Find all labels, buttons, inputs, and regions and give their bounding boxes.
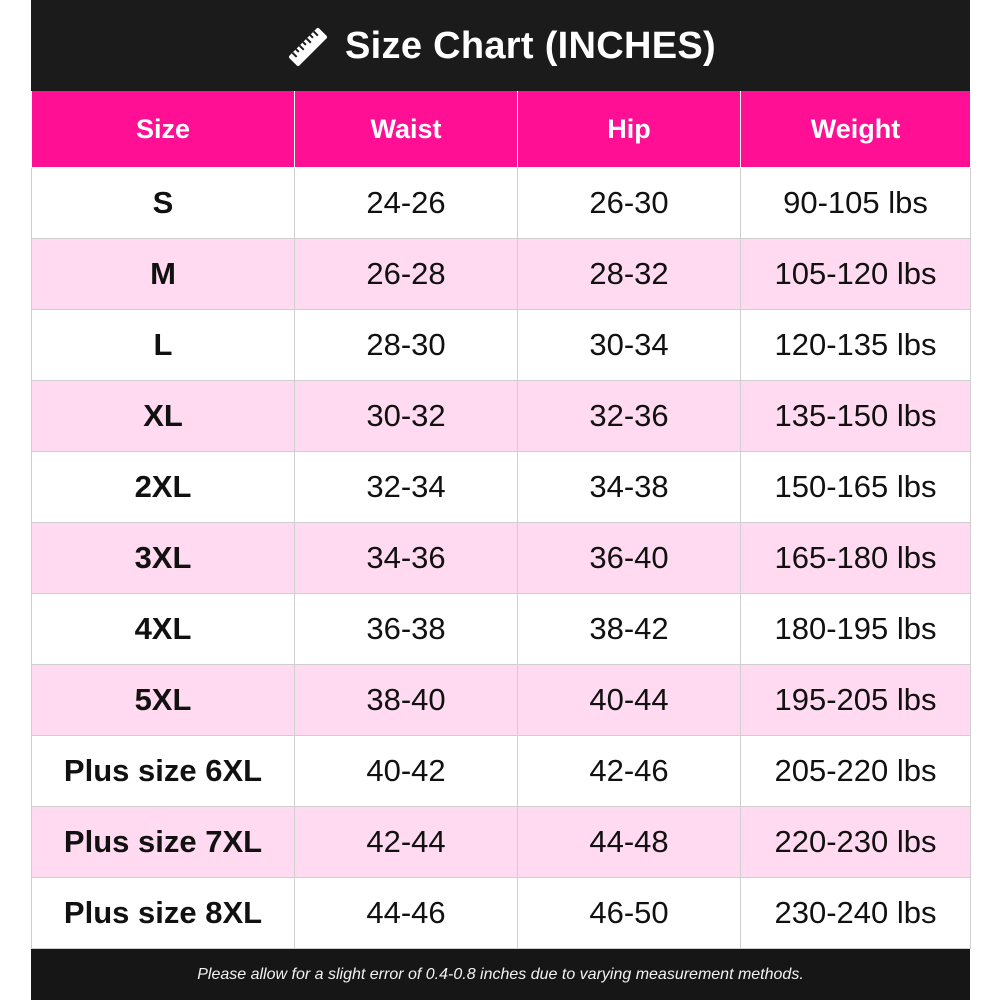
table-row xyxy=(32,523,971,594)
hip-cell: 34-38 xyxy=(518,452,741,523)
waist-cell: 40-42 xyxy=(295,736,518,807)
weight-cell: 105-120 lbs xyxy=(741,239,971,310)
ruler-icon xyxy=(285,24,331,70)
waist-cell: 42-44 xyxy=(295,807,518,878)
hip-cell: 38-42 xyxy=(518,594,741,665)
waist-cell: 44-46 xyxy=(295,878,518,949)
size-chart xyxy=(31,0,970,1000)
size-cell: 2XL xyxy=(32,452,295,523)
table-row xyxy=(32,452,971,523)
size-cell: 3XL xyxy=(32,523,295,594)
weight-cell: 135-150 lbs xyxy=(741,381,971,452)
waist-cell: 38-40 xyxy=(295,665,518,736)
weight-cell: 205-220 lbs xyxy=(741,736,971,807)
weight-cell: 220-230 lbs xyxy=(741,807,971,878)
table-row xyxy=(32,239,971,310)
size-cell: Plus size 8XL xyxy=(32,878,295,949)
waist-cell: 24-26 xyxy=(295,168,518,239)
size-cell: S xyxy=(32,168,295,239)
table-row xyxy=(32,594,971,665)
column-header-size: Size xyxy=(32,91,295,168)
size-cell: Plus size 6XL xyxy=(32,736,295,807)
weight-cell: 150-165 lbs xyxy=(741,452,971,523)
size-cell: M xyxy=(32,239,295,310)
hip-cell: 30-34 xyxy=(518,310,741,381)
size-cell: L xyxy=(32,310,295,381)
size-cell: XL xyxy=(32,381,295,452)
column-header-weight: Weight xyxy=(741,91,971,168)
hip-cell: 46-50 xyxy=(518,878,741,949)
table-row xyxy=(32,665,971,736)
weight-cell: 120-135 lbs xyxy=(741,310,971,381)
waist-cell: 32-34 xyxy=(295,452,518,523)
hip-cell: 44-48 xyxy=(518,807,741,878)
hip-cell: 26-30 xyxy=(518,168,741,239)
weight-cell: 180-195 lbs xyxy=(741,594,971,665)
table-row xyxy=(32,168,971,239)
size-table xyxy=(31,91,971,949)
waist-cell: 26-28 xyxy=(295,239,518,310)
hip-cell: 28-32 xyxy=(518,239,741,310)
size-cell: 5XL xyxy=(32,665,295,736)
waist-cell: 30-32 xyxy=(295,381,518,452)
column-header-hip: Hip xyxy=(518,91,741,168)
table-row xyxy=(32,736,971,807)
footer-note: Please allow for a slight error of 0.4-0.8 inches due to varying measurement methods. xyxy=(31,949,970,1000)
hip-cell: 42-46 xyxy=(518,736,741,807)
waist-cell: 28-30 xyxy=(295,310,518,381)
hip-cell: 32-36 xyxy=(518,381,741,452)
hip-cell: 40-44 xyxy=(518,665,741,736)
waist-cell: 34-36 xyxy=(295,523,518,594)
title-bar xyxy=(31,0,970,91)
size-cell: 4XL xyxy=(32,594,295,665)
table-row xyxy=(32,878,971,949)
weight-cell: 230-240 lbs xyxy=(741,878,971,949)
weight-cell: 165-180 lbs xyxy=(741,523,971,594)
page-title: Size Chart (INCHES) xyxy=(345,25,716,67)
column-header-waist: Waist xyxy=(295,91,518,168)
weight-cell: 195-205 lbs xyxy=(741,665,971,736)
waist-cell: 36-38 xyxy=(295,594,518,665)
table-row xyxy=(32,381,971,452)
weight-cell: 90-105 lbs xyxy=(741,168,971,239)
size-cell: Plus size 7XL xyxy=(32,807,295,878)
table-row xyxy=(32,807,971,878)
table-row xyxy=(32,310,971,381)
table-header-row xyxy=(32,91,971,168)
hip-cell: 36-40 xyxy=(518,523,741,594)
